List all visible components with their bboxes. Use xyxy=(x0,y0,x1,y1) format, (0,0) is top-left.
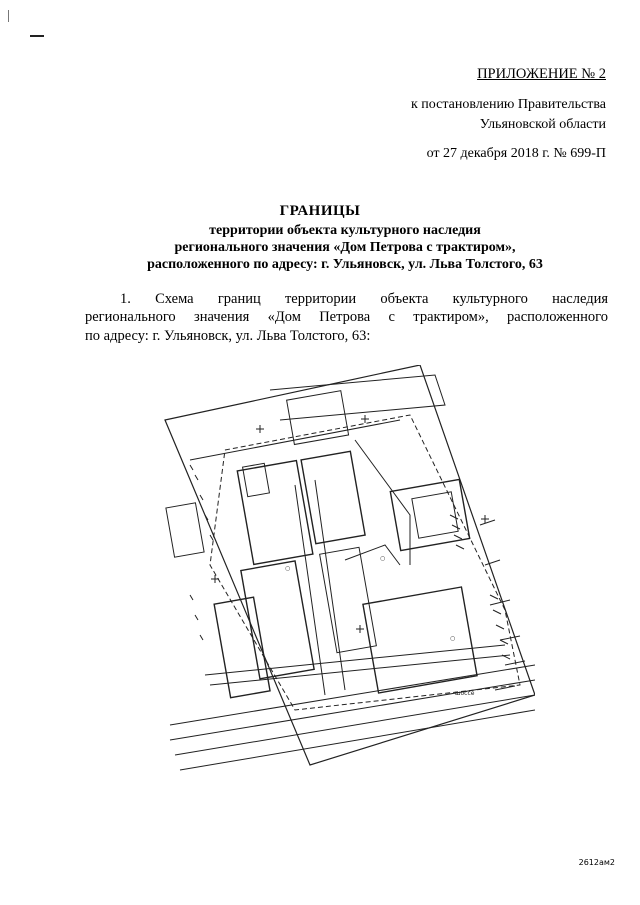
scan-mark xyxy=(8,10,9,22)
page-code: 2612ам2 xyxy=(578,858,615,867)
resolution-line: к постановлению Правительства xyxy=(410,97,606,112)
svg-text:○: ○ xyxy=(450,635,456,642)
map-label-shosse: шоссе xyxy=(455,690,475,697)
boundary-scheme-map xyxy=(150,365,535,785)
resolution-date: от 27 декабря 2018 г. № 699-П xyxy=(426,146,606,161)
document-subtitle: расположенного по адресу: г. Ульяновск, ул. Льва Толстого, 63 xyxy=(147,257,543,272)
appendix-label: ПРИЛОЖЕНИЕ № 2 xyxy=(477,66,606,82)
paragraph-line: регионального значения «Дом Петрова с трактиром», расположенного xyxy=(85,309,608,325)
paragraph-line: по адресу: г. Ульяновск, ул. Льва Толстого, 63: xyxy=(85,328,371,344)
document-subtitle: территории объекта культурного наследия xyxy=(209,223,481,238)
svg-text:○: ○ xyxy=(285,565,291,572)
scan-dash-mark xyxy=(30,35,44,37)
paragraph-line: 1. Схема границ территории объекта культурного наследия xyxy=(120,291,608,307)
document-title: ГРАНИЦЫ xyxy=(279,203,361,219)
svg-text:○: ○ xyxy=(380,555,386,562)
document-subtitle: регионального значения «Дом Петрова с трактиром», xyxy=(174,240,516,255)
resolution-line: Ульяновской области xyxy=(479,117,606,132)
